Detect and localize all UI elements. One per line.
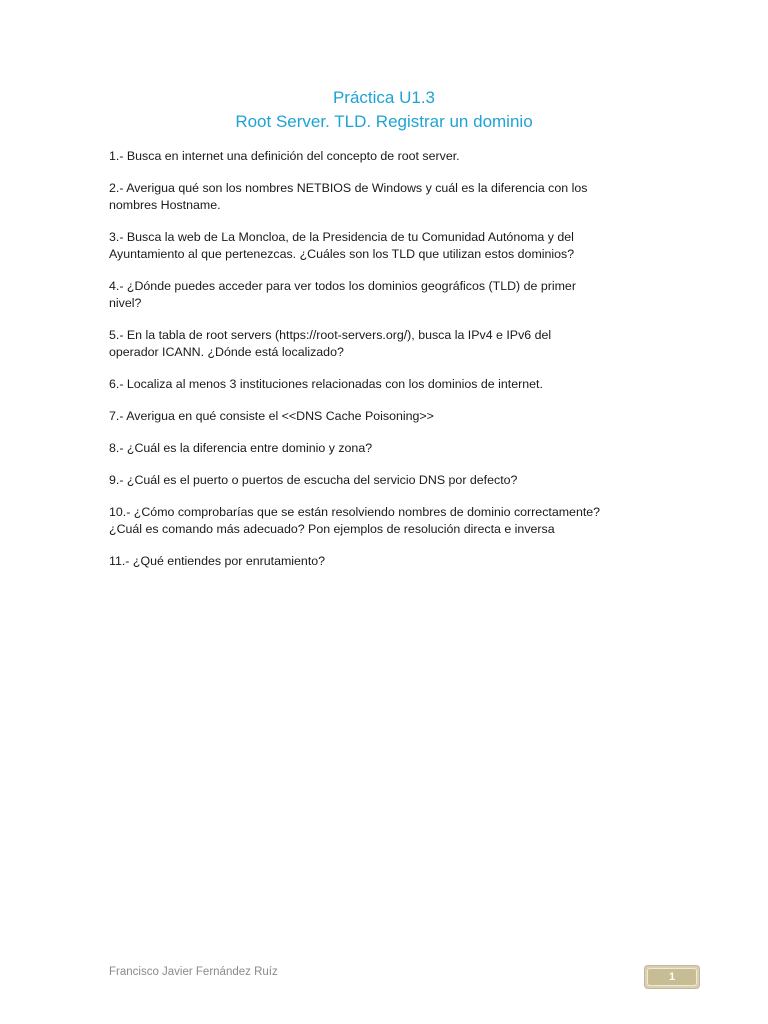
title-line-2: Root Server. TLD. Registrar un dominio	[235, 112, 533, 131]
question-line: nivel?	[109, 296, 142, 310]
question-line: ¿Cuál es comando más adecuado? Pon ejemplos de resolución directa e inversa	[109, 522, 555, 536]
question-item	[109, 278, 649, 312]
page-number: 1	[647, 968, 697, 986]
question-line: 3.- Busca la web de La Moncloa, de la Presidencia de tu Comunidad Autónoma y del	[109, 230, 574, 244]
question-line: 6.- Localiza al menos 3 instituciones relacionadas con los dominios de internet.	[109, 377, 543, 391]
document-title	[0, 86, 768, 134]
question-line: 4.- ¿Dónde puedes acceder para ver todos los dominios geográficos (TLD) de primer	[109, 279, 576, 293]
question-list	[109, 148, 649, 585]
question-line: nombres Hostname.	[109, 198, 221, 212]
question-line: 7.- Averigua en qué consiste el <<DNS Cache Poisoning>>	[109, 409, 434, 423]
question-item	[109, 180, 649, 214]
question-line: 11.- ¿Qué entiendes por enrutamiento?	[109, 554, 326, 568]
question-line: 1.- Busca en internet una definición del concepto de root server.	[109, 149, 460, 163]
question-item	[109, 472, 649, 489]
footer-author: Francisco Javier Fernández Ruíz	[109, 966, 278, 978]
question-line: 9.- ¿Cuál es el puerto o puertos de escucha del servicio DNS por defecto?	[109, 473, 518, 487]
question-item	[109, 504, 649, 538]
question-item	[109, 148, 649, 165]
question-line: 8.- ¿Cuál es la diferencia entre dominio y zona?	[109, 441, 373, 455]
title-line-1: Práctica U1.3	[332, 88, 436, 107]
question-item	[109, 553, 649, 570]
question-item	[109, 376, 649, 393]
question-item	[109, 229, 649, 263]
question-line: Ayuntamiento al que pertenezcas. ¿Cuáles son los TLD que utilizan estos dominios?	[109, 247, 575, 261]
question-line: 5.- En la tabla de root servers (https://root-servers.org/), busca la IPv4 e IPv6 del	[109, 328, 552, 342]
question-line: 10.- ¿Cómo comprobarías que se están resolviendo nombres de dominio correctamente?	[109, 505, 601, 519]
question-item	[109, 408, 649, 425]
page-number-badge	[644, 965, 700, 989]
question-line: operador ICANN. ¿Dónde está localizado?	[109, 345, 344, 359]
question-item	[109, 327, 649, 361]
question-item	[109, 440, 649, 457]
question-line: 2.- Averigua qué son los nombres NETBIOS de Windows y cuál es la diferencia con los	[109, 181, 588, 195]
